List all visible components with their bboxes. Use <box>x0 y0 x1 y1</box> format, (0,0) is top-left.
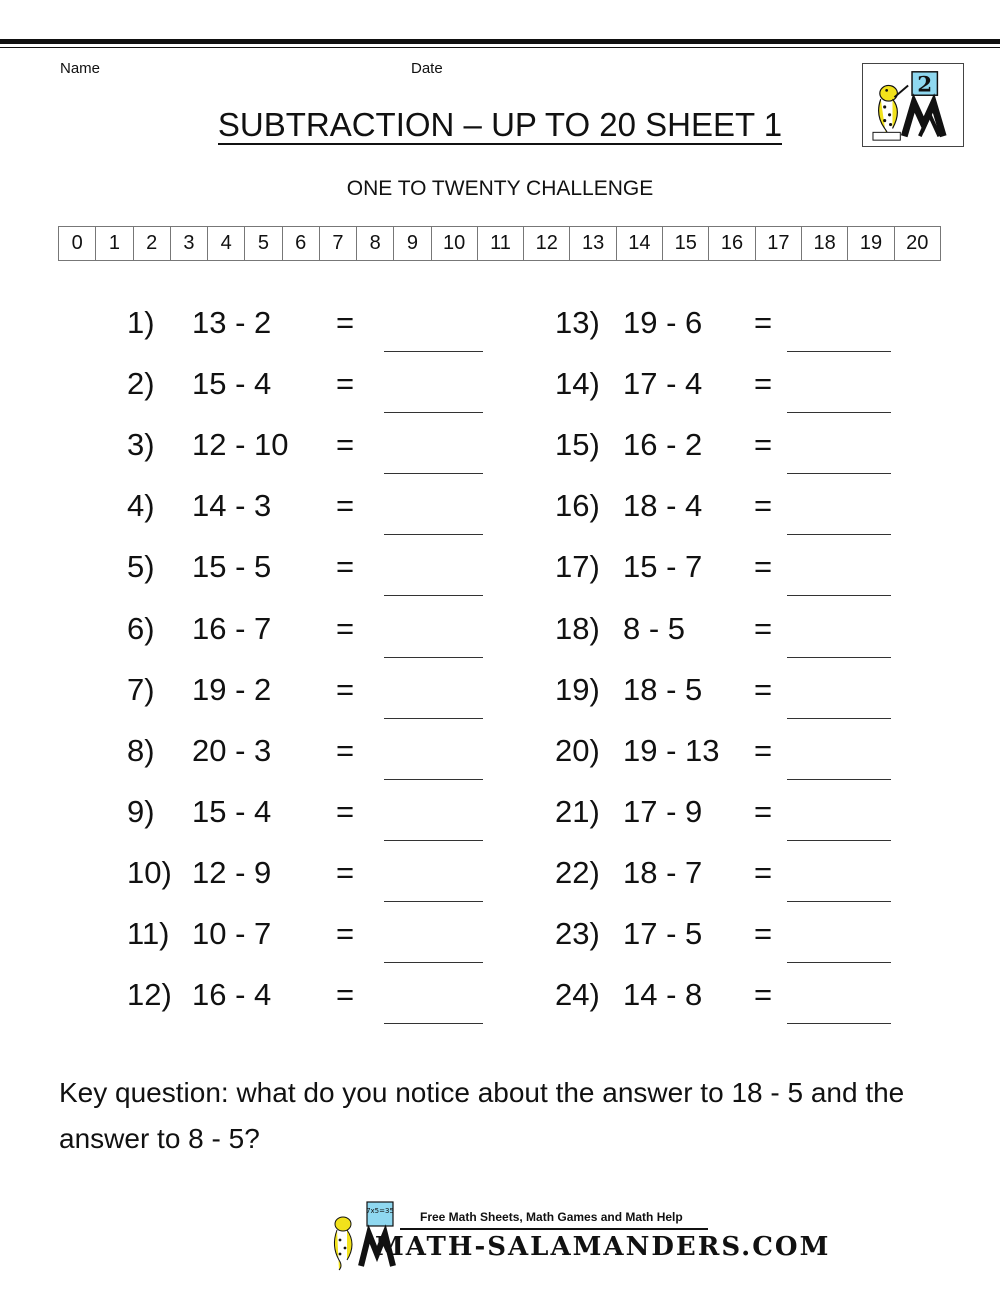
problem-expression: 14 - 3 <box>192 488 272 523</box>
answer-line[interactable] <box>787 351 891 352</box>
answer-line[interactable] <box>384 779 483 780</box>
number-line-cell: 16 <box>709 227 755 260</box>
problem-number: 4) <box>127 488 155 523</box>
equals-sign: = <box>336 366 355 401</box>
number-line-cell: 5 <box>245 227 282 260</box>
footer-badge-text: 7x5=35 <box>366 1207 394 1215</box>
number-line-cell: 14 <box>617 227 663 260</box>
problem-expression: 15 - 5 <box>192 549 272 584</box>
answer-line[interactable] <box>384 962 483 963</box>
number-line-cell: 2 <box>134 227 171 260</box>
problem-expression: 18 - 5 <box>623 672 703 707</box>
problem-number: 18) <box>555 611 600 646</box>
number-line-cell: 15 <box>663 227 709 260</box>
answer-line[interactable] <box>787 901 891 902</box>
problem-number: 16) <box>555 488 600 523</box>
equals-sign: = <box>754 366 773 401</box>
answer-line[interactable] <box>787 473 891 474</box>
problem-expression: 19 - 13 <box>623 733 720 768</box>
equals-sign: = <box>336 733 355 768</box>
problem-expression: 13 - 2 <box>192 305 272 340</box>
equals-sign: = <box>336 672 355 707</box>
problem-number: 12) <box>127 977 172 1012</box>
number-line-cell: 20 <box>906 232 929 254</box>
equals-sign: = <box>336 427 355 462</box>
problem-number: 17) <box>555 549 600 584</box>
equals-sign: = <box>336 916 355 951</box>
problem-expression: 18 - 4 <box>623 488 703 523</box>
problem-number: 14) <box>555 366 600 401</box>
problem-number: 10) <box>127 855 172 890</box>
problem-expression: 16 - 2 <box>623 427 703 462</box>
equals-sign: = <box>754 549 773 584</box>
problem-expression: 19 - 2 <box>192 672 272 707</box>
problem-number: 6) <box>127 611 155 646</box>
problem-number: 7) <box>127 672 155 707</box>
problem-expression: 20 - 3 <box>192 733 272 768</box>
problem-expression: 8 - 5 <box>623 611 686 646</box>
answer-line[interactable] <box>384 351 483 352</box>
problem-number: 5) <box>127 549 155 584</box>
equals-sign: = <box>754 611 773 646</box>
answer-line[interactable] <box>787 718 891 719</box>
equals-sign: = <box>754 855 773 890</box>
number-line-cell: 19 <box>848 227 894 260</box>
problem-expression: 16 - 7 <box>192 611 272 646</box>
equals-sign: = <box>336 488 355 523</box>
problem-number: 8) <box>127 733 155 768</box>
number-line-cell: 6 <box>283 227 320 260</box>
top-border-thick <box>0 39 1000 44</box>
answer-line[interactable] <box>787 962 891 963</box>
worksheet-title-text: SUBTRACTION – UP TO 20 SHEET 1 <box>217 106 783 143</box>
number-line-cell: 12 <box>524 227 570 260</box>
problem-number: 2) <box>127 366 155 401</box>
answer-line[interactable] <box>384 901 483 902</box>
problem-expression: 15 - 4 <box>192 366 272 401</box>
equals-sign: = <box>754 977 773 1012</box>
number-line-cell: 13 <box>570 227 616 260</box>
answer-line[interactable] <box>384 595 483 596</box>
equals-sign: = <box>754 427 773 462</box>
problem-expression: 12 - 9 <box>192 855 272 890</box>
problem-number: 24) <box>555 977 600 1012</box>
answer-line[interactable] <box>384 473 483 474</box>
name-label: Name <box>60 60 101 77</box>
problem-number: 3) <box>127 427 155 462</box>
equals-sign: = <box>754 488 773 523</box>
worksheet-title <box>0 106 1000 144</box>
number-line-cell: 0 <box>59 227 96 260</box>
problem-expression: 14 - 8 <box>623 977 703 1012</box>
equals-sign: = <box>336 855 355 890</box>
problem-expression: 10 - 7 <box>192 916 272 951</box>
number-line-cell: 17 <box>756 227 802 260</box>
problem-number: 20) <box>555 733 600 768</box>
problem-expression: 17 - 4 <box>623 366 703 401</box>
problem-expression: 17 - 9 <box>623 794 703 829</box>
problem-number: 13) <box>555 305 600 340</box>
grade-number: 2 <box>917 72 933 98</box>
date-label: Date <box>411 60 443 77</box>
number-line-cell: 9 <box>394 227 431 260</box>
problem-expression: 15 - 7 <box>623 549 703 584</box>
problem-number: 21) <box>555 794 600 829</box>
top-border-thin <box>0 47 1000 48</box>
problem-expression: 12 - 10 <box>192 427 289 462</box>
answer-line[interactable] <box>787 779 891 780</box>
problem-number: 23) <box>555 916 600 951</box>
number-line-cell: 3 <box>171 227 208 260</box>
equals-sign: = <box>336 611 355 646</box>
equals-sign: = <box>754 305 773 340</box>
problem-expression: 18 - 7 <box>623 855 703 890</box>
number-line <box>58 226 941 261</box>
number-line-cell: 18 <box>802 227 848 260</box>
answer-line[interactable] <box>787 595 891 596</box>
equals-sign: = <box>336 305 355 340</box>
answer-line[interactable] <box>384 412 483 413</box>
key-question: Key question: what do you notice about the answer to 18 - 5 and the answer to 8 - 5? <box>59 1077 905 1154</box>
problem-expression: 19 - 6 <box>623 305 703 340</box>
problem-number: 11) <box>127 916 170 951</box>
answer-line[interactable] <box>787 1023 891 1024</box>
answer-line[interactable] <box>384 534 483 535</box>
number-line-cell: 4 <box>208 227 245 260</box>
problem-number: 15) <box>555 427 600 462</box>
equals-sign: = <box>336 549 355 584</box>
footer-tagline: Free Math Sheets, Math Games and Math Help <box>420 1210 683 1224</box>
problem-number: 22) <box>555 855 600 890</box>
problem-expression: 16 - 4 <box>192 977 272 1012</box>
answer-line[interactable] <box>787 412 891 413</box>
answer-line[interactable] <box>787 657 891 658</box>
equals-sign: = <box>754 672 773 707</box>
equals-sign: = <box>336 977 355 1012</box>
number-line-cell: 11 <box>478 227 524 260</box>
equals-sign: = <box>754 794 773 829</box>
footer-divider <box>400 1228 708 1230</box>
equals-sign: = <box>754 733 773 768</box>
answer-line[interactable] <box>384 840 483 841</box>
problem-number: 1) <box>127 305 155 340</box>
worksheet-subtitle: ONE TO TWENTY CHALLENGE <box>346 177 654 200</box>
answer-line[interactable] <box>787 534 891 535</box>
problem-expression: 17 - 5 <box>623 916 703 951</box>
footer-site-link[interactable]: MATH-SALAMANDERS.COM <box>375 1232 831 1262</box>
answer-line[interactable] <box>384 657 483 658</box>
number-line-cell: 7 <box>320 227 357 260</box>
number-line-cell: 8 <box>357 227 394 260</box>
number-line-cell: 10 <box>432 227 478 260</box>
answer-line[interactable] <box>384 1023 483 1024</box>
answer-line[interactable] <box>787 840 891 841</box>
number-line-cell: 1 <box>96 227 133 260</box>
problem-expression: 15 - 4 <box>192 794 272 829</box>
equals-sign: = <box>754 916 773 951</box>
problem-number: 9) <box>127 794 155 829</box>
equals-sign: = <box>336 794 355 829</box>
problem-number: 19) <box>555 672 600 707</box>
answer-line[interactable] <box>384 718 483 719</box>
